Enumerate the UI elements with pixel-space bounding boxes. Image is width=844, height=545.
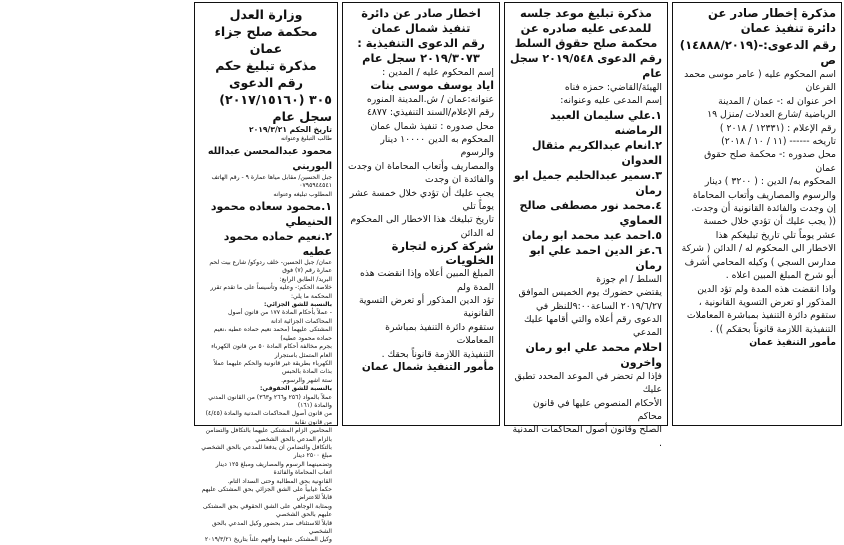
body-line: المحكوم به/ الدين : ( ٣٢٠٠ ) دينار bbox=[704, 176, 836, 188]
body-line: رقم الإعلام : (١٢٣٣١ / ٢٠١٨ ) bbox=[719, 122, 836, 134]
case-suffix: ص bbox=[820, 53, 836, 67]
body-line: والفائدة ان وجدت bbox=[425, 174, 494, 186]
judge-panel: الهيئة/القاضي: حمزه فناه bbox=[564, 82, 662, 93]
notice-body bbox=[510, 273, 662, 340]
body-line: الاخطار الى المحكوم له / الدائن ( شركة bbox=[681, 243, 836, 255]
body-line: المدعي bbox=[633, 327, 662, 339]
judgment-line: - عملاً بأحكام المادة ١٧٧ من قانون أصول المحاكمات الجزائية ادانة bbox=[228, 309, 332, 325]
judgment-line: حكماً غيابياً على الشق الجزائي بحق المشتكى عليهم قابلاً للاعتراض bbox=[201, 486, 332, 502]
case-number: رقم الدعوى ٢٠١٩/٥٤٨ سجل عام bbox=[510, 52, 662, 80]
body-line: التنفيذية اللازمة قانوناً بحقك . bbox=[381, 348, 494, 360]
notice-closing bbox=[510, 370, 662, 450]
judgment-line: بجرم مخالفة أحكام المادة ٥٠ من قانون الكهرباء العام المتمثل باستجرار bbox=[211, 343, 332, 359]
case-number: ٣٠٥ (٢٠١٧/١٥١٦٠) سجل عام bbox=[219, 92, 332, 124]
case-label: رقم الدعوى التنفيذية : bbox=[357, 36, 485, 50]
defendant-name: ٥.احمد عبد محمد ابو رمان bbox=[522, 228, 662, 242]
notice-body bbox=[678, 68, 836, 350]
defendants-label: إسم المدعى عليه وعنوانه: bbox=[560, 95, 662, 107]
hearing-summons-salt bbox=[504, 2, 668, 449]
body-line: واذا انقضت هذه المدة ولم تؤد الدين bbox=[697, 283, 836, 295]
defendant-name: ٢.انعام عبدالكريم مثقال العدوان bbox=[531, 138, 662, 167]
notice-body bbox=[348, 66, 494, 374]
defendant-name: ٣.سمير عبدالحليم جميل ابو رمان bbox=[513, 168, 662, 197]
judgment-line: المشتكى عليهما (محمد نعيم حماده عطيه ،نعيم حماده محمود عطيه) bbox=[213, 326, 332, 342]
body-line: المحكوم به الدين ١٠٠٠٠ دينار والرسوم bbox=[380, 134, 494, 159]
body-line: الدعوى رقم أعلاه والتي أقامها عليك bbox=[523, 314, 662, 326]
address-line: المطلوب تبليغه وعنوانه bbox=[273, 190, 332, 198]
judgment-line: القانونية بحق المطالبة وحتى السداد التام. bbox=[227, 477, 332, 485]
closing-line: الصلح وقانون أصول المحاكمات المدنية . bbox=[512, 424, 662, 449]
address-line: جبل الحسين/ مقابل مياها عمارة ٩ - رقم الهاتف ٠٧٩٥٩٤٤٥٤١ bbox=[211, 173, 332, 190]
body-line: عنوانه:عمان / ش.المدينة المنوره bbox=[366, 93, 494, 105]
body-line: تاريخ تبليغك هذا الاخطار الى المحكوم له الدائن bbox=[350, 214, 494, 239]
judgment-line: خلاصة الحكم:- وعليه وتأسيساً على ما تقدم تقرر المحكمة ما يلي: bbox=[210, 284, 332, 300]
accused-name: ٢.نعيم حماده محمود عطيه bbox=[223, 230, 332, 259]
body-line: مأمور التنفيذ عمان bbox=[749, 337, 836, 349]
requester-name: محمود عبدالمحسن عبدالله البوريني bbox=[207, 145, 332, 172]
requester-address bbox=[200, 174, 332, 199]
requester-label: طالب التبليغ وعنوانه bbox=[281, 135, 332, 143]
judgment-line: بالنسبة للشق الحقوقي: bbox=[259, 385, 332, 393]
judgment-notice-amman-criminal bbox=[194, 2, 338, 544]
body-line: مدارس السجي ) وكيله المحامي أشرف bbox=[684, 256, 836, 268]
closing-line: فإذا لم تحضر في الموعد المحدد تطبق عليك bbox=[514, 370, 662, 396]
body-line: التنفيذية اللازمة قانوناً بحقكم )) . bbox=[709, 323, 836, 335]
case-number: ٢٠١٩/٣٠٧٣ سجل عام bbox=[362, 51, 480, 65]
body-line: والمصاريف وأتعاب المحاماة ان وجدت bbox=[347, 160, 494, 172]
body-line: محل صدوره :- محكمة صلح حقوق bbox=[704, 149, 836, 161]
notice-title: مذكرة تبليغ موعد جلسه للمدعى عليه صادره عن محكمة صلح حقوق السلط bbox=[514, 6, 658, 50]
accused-name: ١.محمود سعاده محمود الحنيطي bbox=[210, 200, 332, 229]
judgment-line: البريد/ الطابق الرابع: bbox=[279, 275, 332, 283]
judgment-line: الكهرباء بطريقة غير قانونية والحكم عليهما عملاً بذات المادة بالحبس bbox=[213, 359, 332, 376]
accused-list bbox=[200, 199, 332, 259]
ministry-name: وزارة العدل bbox=[229, 7, 303, 22]
body-line: مأمور التنفيذ شمال عمان bbox=[361, 360, 494, 373]
defendant-name: ١.علي سليمان العبيد الرماضنه bbox=[550, 108, 662, 137]
court-name: محكمة صلح جزاء عمان bbox=[214, 24, 318, 56]
body-line: ستقوم دائرة التنفيذ بمباشرة المعاملات bbox=[385, 321, 494, 347]
document-type: مذكرة تبليغ حكم bbox=[215, 58, 317, 73]
body-line: أبو شرخ المبلغ المبين اعلاه . bbox=[725, 270, 836, 282]
body-line: رقم الإعلام/السند التنفيذي: ٤٨٧٧ bbox=[366, 107, 494, 119]
defendants-list bbox=[510, 108, 662, 273]
body-line: يقتضي حضورك يوم الخميس الموافق bbox=[518, 287, 662, 299]
judgment-line: المحامين الزام المشتكى عليهما بالتكافل والتضامن بالزام المدعي بالحق الشخصي bbox=[205, 427, 332, 443]
body-line: المبلغ المبين أعلاه وإذا انقضت هذه المدة ولم bbox=[360, 268, 494, 293]
judgment-line: من قانون أصول المحاكمات المدنية والمادة (٤/٤٥) من قانون نقابة bbox=[205, 410, 332, 426]
judgment-line: وكيل المشتكى عليهما وأفهم علناً بتاريخ ٢٠١٩/٣/٢١ bbox=[204, 536, 332, 544]
body-line: السلط / ام جوزة bbox=[596, 273, 662, 285]
body-line: (( يجب عليك أن تؤدي خلال خمسة bbox=[703, 216, 836, 228]
case-label: رقم الدعوى bbox=[228, 75, 304, 90]
body-line: والرسوم والمصاريف وأتعاب المحاماة bbox=[692, 189, 836, 201]
body-line: يجب عليك أن تؤدي خلال خمسة عشر يوماً تلي bbox=[349, 187, 494, 213]
body-line: إسم المحكوم عليه / المدين : bbox=[382, 67, 494, 78]
judgment-line: عملاً بالمواد (٢٥٦ و٢٦٦ و٣٦٣) من القانون المدني والمادة (١٦١) bbox=[208, 393, 332, 409]
body-line: اسم المحكوم عليه ( عامر موسى محمد bbox=[684, 69, 836, 80]
notice-title: اخطار صادر عن دائرة تنفيذ شمال عمان bbox=[361, 6, 481, 35]
body-line: عشر يوماً تلي تاريخ تبليغكم هذا bbox=[715, 229, 836, 241]
body-line: المذكور او تعرض التسوية القانونية ، bbox=[698, 296, 836, 308]
body-line: تؤد الدين المذكور أو تعرض التسوية القانونية bbox=[358, 294, 494, 320]
body-line: القرعان bbox=[805, 82, 836, 94]
body-line: ستقوم دائرة التنفيذ بمباشرة المعاملات bbox=[686, 310, 836, 322]
body-line: شركة كرزه لتجارة الخلويات bbox=[391, 239, 494, 267]
enforcement-notice-amman bbox=[672, 2, 842, 426]
body-line: تاريخه ------ (١١ / ١٠ / ٢٠١٨) bbox=[721, 136, 836, 148]
closing-line: الأحكام المنصوص عليها في قانون محاكم bbox=[532, 397, 662, 423]
body-line: محل صدوره : تنفيذ شمال عمان bbox=[370, 120, 494, 132]
defendant-name: ٤.محمد نور مصطفى صالح العماوي bbox=[519, 198, 662, 227]
plaintiff-name: احلام محمد علي ابو رمان واخرون bbox=[525, 340, 662, 369]
notice-title: مذكرة إخطار صادر عن دائرة تنفيذ عمان bbox=[708, 6, 836, 35]
judgment-body bbox=[200, 259, 332, 545]
body-line: الرياضية /شارع العدلات /منزل ١٩ bbox=[707, 109, 836, 121]
judgment-line: قابلاً للاستئناف صدر بحضور وكيل المدعي بالحق الشخصي bbox=[211, 519, 332, 536]
judgment-line: وتضمينهما الرسوم والمصاريف ومبلغ ١٢٥ دينار اتعاب المحاماة والفائدة bbox=[215, 460, 332, 477]
enforcement-notice-north-amman bbox=[342, 2, 500, 426]
judgment-line: بالتكافل والتضامن ان يدفعا للمدعي بالحق الشخصي مبلغ ٢٥٠٠ دينار bbox=[201, 443, 332, 460]
body-line: اخر عنوان له :- عمان / المدينة bbox=[718, 95, 836, 107]
defendant-name: ٦.عز الدين احمد علي ابو رمان bbox=[529, 243, 662, 272]
judgment-date: تاريخ الحكم ٢٠١٩/٣/٢١ bbox=[249, 125, 332, 134]
judgment-line: وبمثابة الوجاهي على الشق الحقوقي بحق المشتكى عليهم بالحق الشخصي bbox=[202, 502, 332, 519]
judgment-line: ستة اشهر والرسوم. bbox=[281, 376, 332, 384]
judgment-line: بالنسبة للشق الجزائي: bbox=[264, 301, 332, 309]
judgment-line: عمان/ جبل الحسين- خلف ردوكو/ شارع بيت لحم عمارة رقم (٧) فوق bbox=[209, 259, 332, 275]
body-line: إن وجدت والفائدة القانونية أن وجدت. bbox=[691, 203, 836, 215]
body-line: اياد يوسف موسى بنات bbox=[370, 79, 494, 93]
body-line: ٢٠١٩/٦/٢٧ الساعة٩:٠٠للنظر في bbox=[536, 300, 662, 312]
case-number: رقم الدعوى:-(١٤٨٨٨/٢٠١٩) bbox=[679, 38, 836, 52]
body-line: عمان bbox=[815, 162, 836, 174]
